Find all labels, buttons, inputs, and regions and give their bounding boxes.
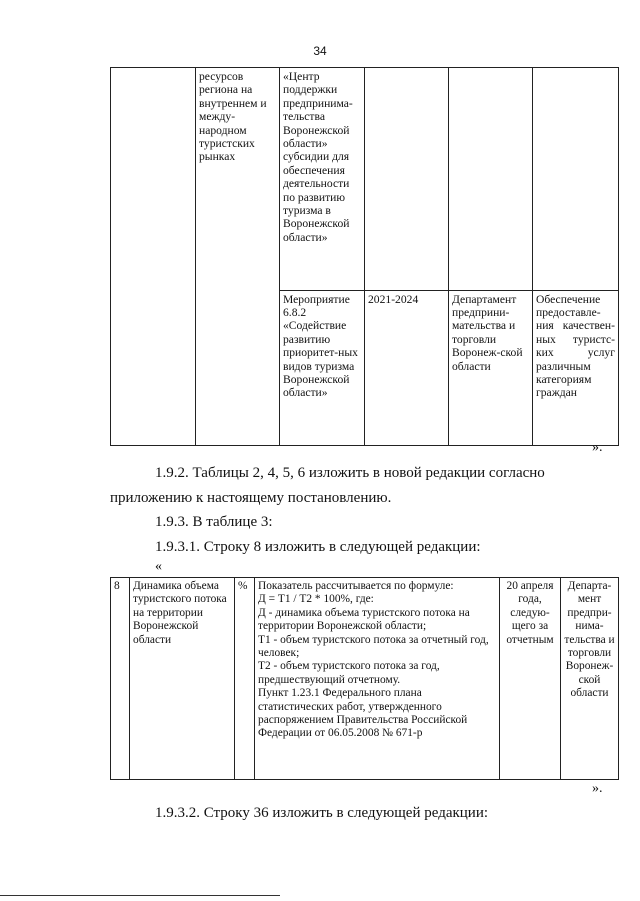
paragraph-1-9-2-continued: приложению к настоящему постановлению. (110, 490, 392, 506)
formula-cell (255, 578, 500, 780)
table-cell: 2021-2024 (365, 290, 449, 445)
formula-line: Т1 - объем туристского потока за отчетный год, человек; (258, 633, 489, 660)
table-row (111, 578, 619, 780)
measures-table (110, 67, 619, 446)
unit-cell: % (235, 578, 255, 780)
opening-quote: « (155, 559, 162, 574)
page-number: 34 (313, 44, 327, 58)
footnote-divider (0, 895, 280, 896)
paragraph-1-9-3: 1.9.3. В таблице 3: (155, 514, 273, 530)
formula-line: Д - динамика объема туристского потока на территории Воронежской области; (258, 606, 470, 633)
table-cell (365, 68, 449, 291)
formula-line: Пункт 1.23.1 Федерального плана статистических работ, утвержденного распоряжением Правительства Российской Федерации от 06.05.2008 № 671-р (258, 687, 468, 740)
paragraph-1-9-3-1: 1.9.3.1. Строку 8 изложить в следующей редакции: (155, 539, 481, 555)
table-cell: Обеспечение предоставле-ния качествен-ных туристс-ких услуг различным категориям граждан (533, 290, 619, 445)
indicator-table (110, 577, 619, 780)
deadline-cell: 20 апреля года, следую-щего за отчетным (500, 578, 561, 780)
closing-quote: ». (592, 440, 603, 455)
table-cell (533, 68, 619, 291)
paragraph-1-9-3-2: 1.9.3.2. Строку 36 изложить в следующей редакции: (155, 805, 489, 821)
table-cell: ресурсов региона на внутреннем и между-народном туристских рынках (196, 68, 280, 446)
formula-line: Т2 - объем туристского потока за год, предшествующий отчетному. (258, 660, 440, 686)
paragraph-1-9-2: 1.9.2. Таблицы 2, 4, 5, 6 изложить в новой редакции согласно (155, 465, 545, 481)
table-row (111, 68, 619, 291)
table-cell: Департамент предприни-мательства и торговли Воронеж-ской области (449, 290, 533, 445)
responsible-cell: Департа-мент предпри-нима-тельства и торговли Воронеж-ской области (561, 578, 619, 780)
table-cell: «Центр поддержки предпринима-тельства Воронежской области» субсидии для обеспечения деятельности по развитию туризма в Воронежской области» (280, 68, 365, 291)
formula-line: Показатель рассчитывается по формуле: (258, 580, 454, 592)
table-cell (111, 68, 196, 446)
formula-line: Д = Т1 / Т2 * 100%, где: (258, 593, 374, 606)
closing-quote: ». (592, 781, 603, 796)
table-cell (449, 68, 533, 291)
table-cell: Мероприятие 6.8.2 «Содействие развитию приоритет-ных видов туризма Воронежской области» (280, 290, 365, 445)
row-number-cell: 8 (111, 578, 130, 780)
indicator-name-cell: Динамика объема туристского потока на территории Воронежской области (130, 578, 235, 780)
